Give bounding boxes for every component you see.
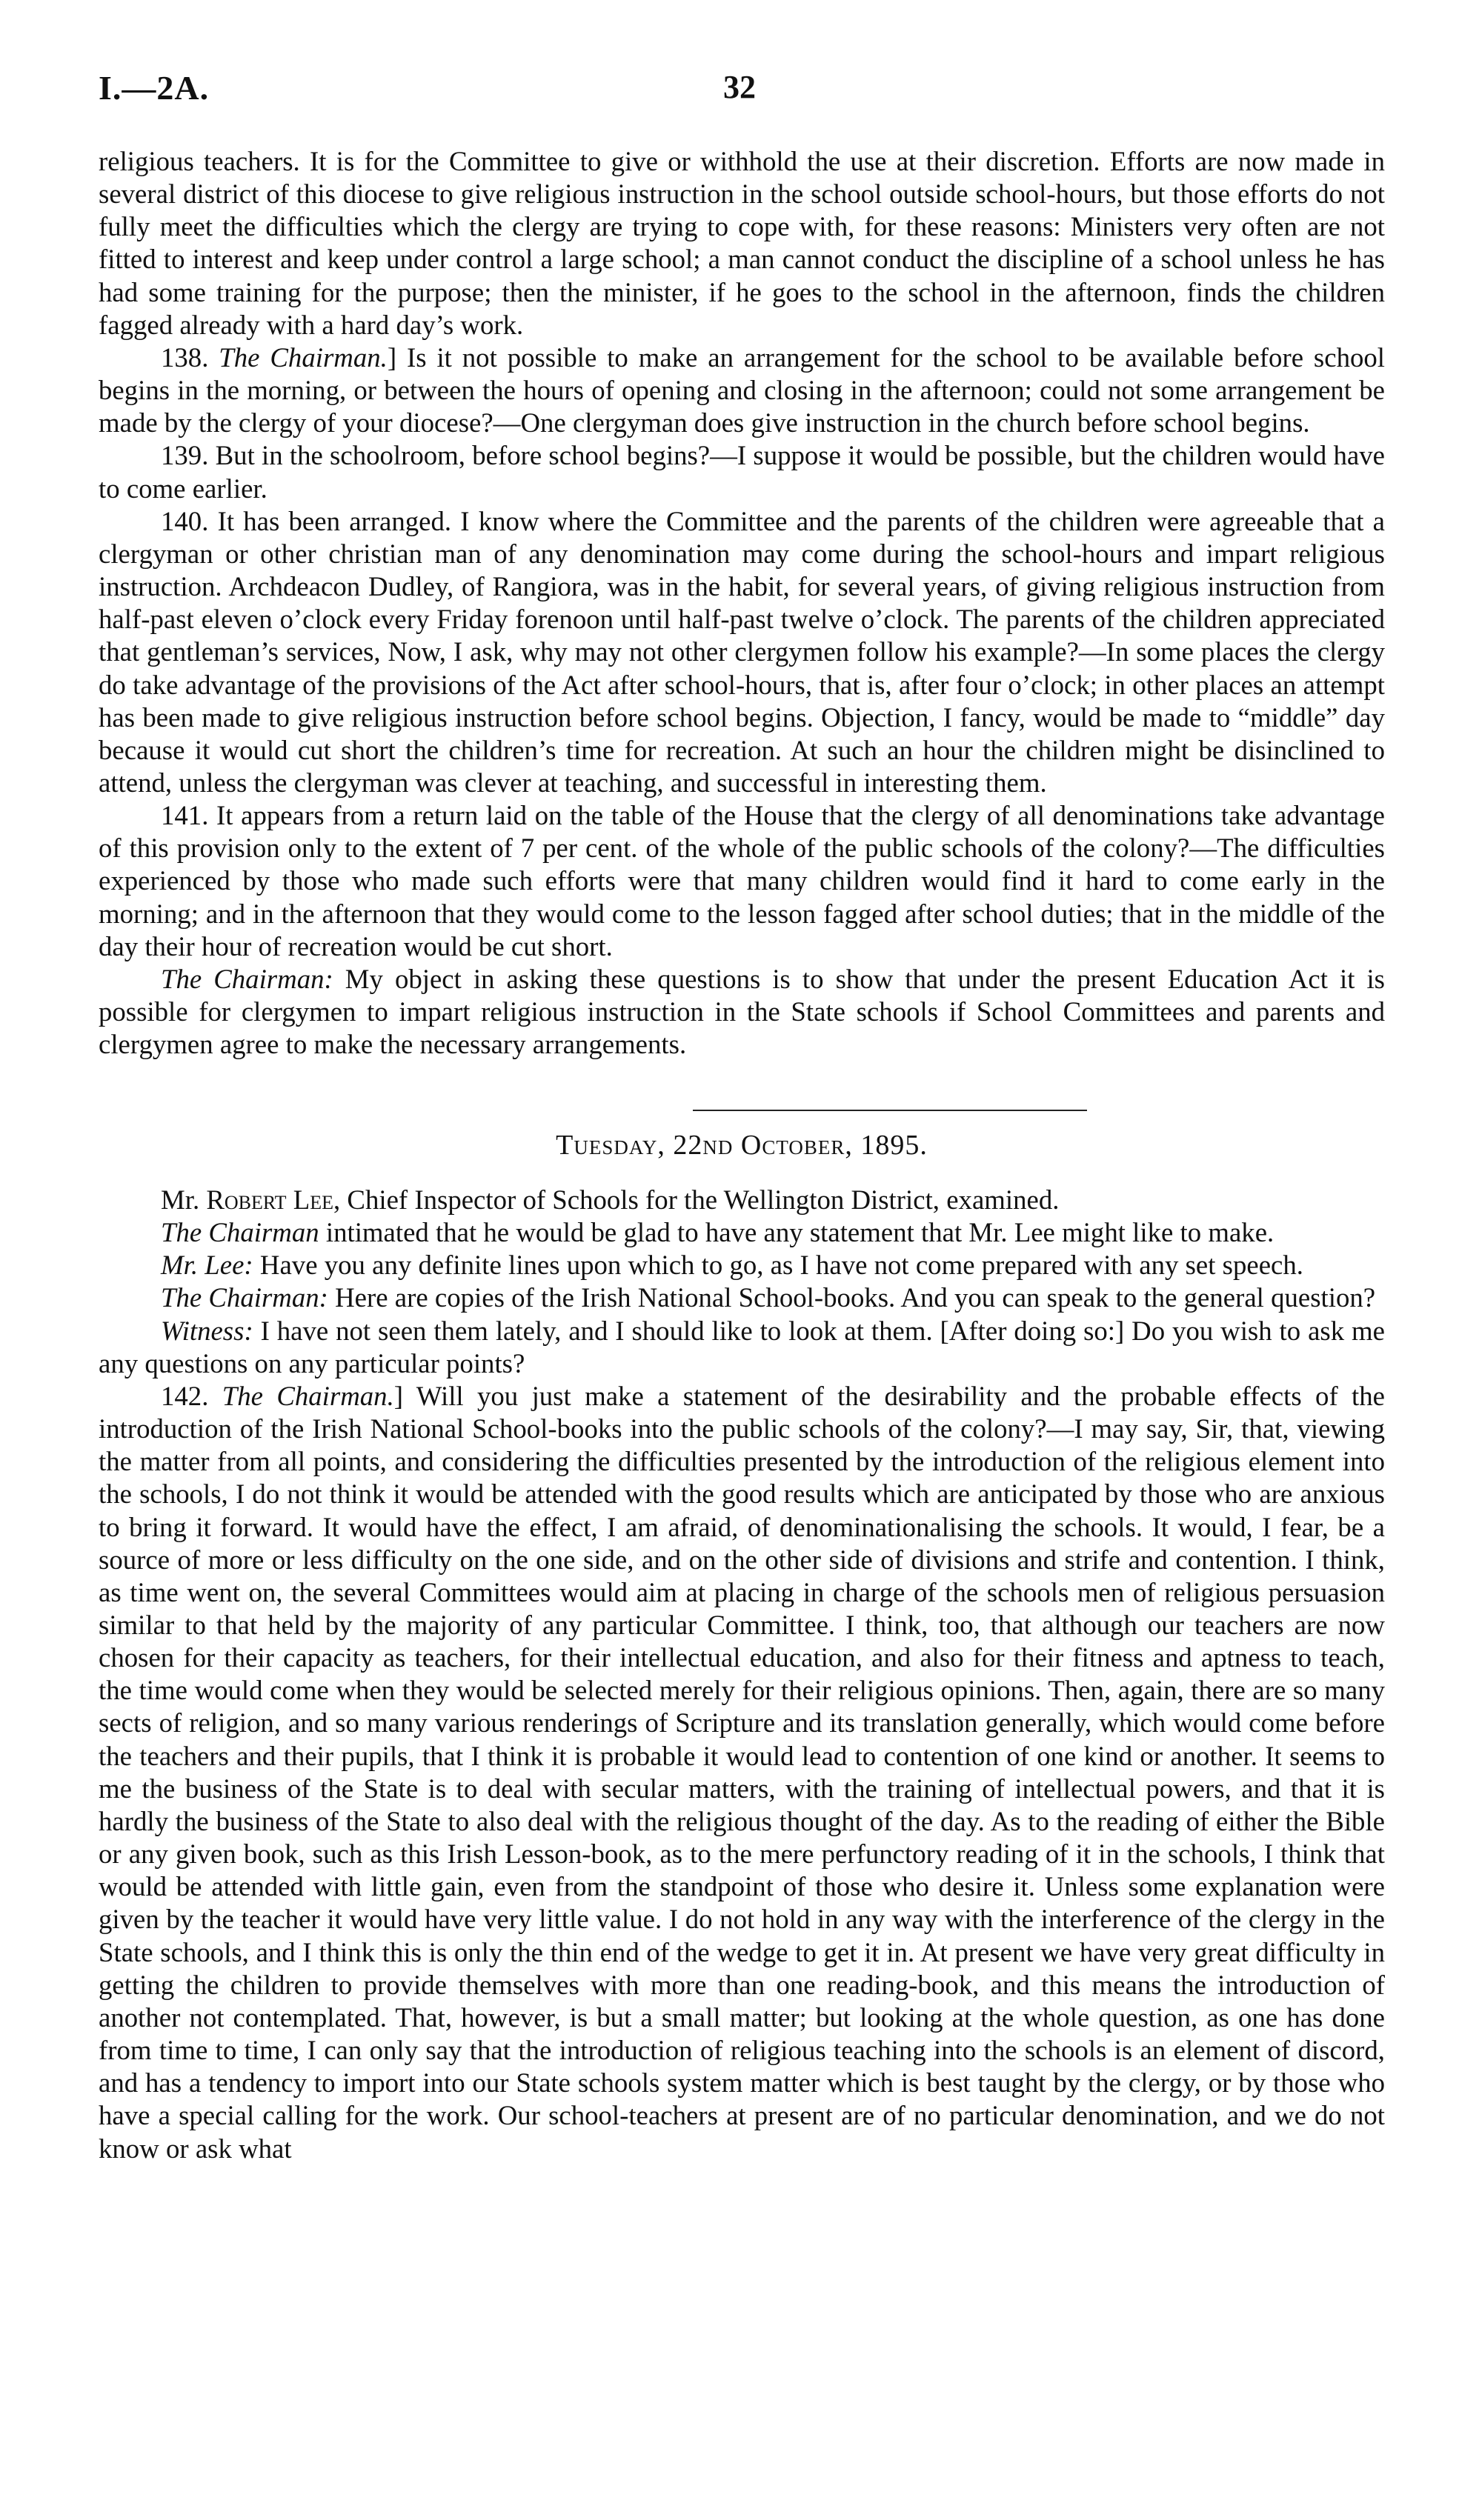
paragraph: [99, 505, 1385, 799]
paragraph: [99, 439, 1385, 504]
page-header: [93, 68, 1386, 113]
text-run: I have not seen them lately, and I should like to look at them. [After doing so:] Do you wish to ask me any questions on any particular points?: [99, 1315, 1385, 1379]
evidence-before: [99, 145, 1385, 1061]
text-run: 139. But in the schoolroom, before school begins?—I suppose it would be possible, but the children would have to come earlier.: [99, 440, 1385, 504]
speaker-label: Witness:: [161, 1315, 253, 1346]
paragraph: [99, 1249, 1385, 1281]
paragraph: [99, 963, 1385, 1061]
text-run: Have you any definite lines upon which to go, as I have not come prepared with any set speech.: [253, 1250, 1303, 1281]
text-run: My object in asking these questions is to show that under the present Education Act it is possible for clergymen to impart religious instruction in the State schools if School Committees and parents and clergymen agree to make the necessary arrangements.: [99, 963, 1385, 1060]
paragraph: [99, 341, 1385, 439]
speaker-label: The Chairman.: [222, 1380, 394, 1411]
body-text: [99, 145, 1385, 2165]
evidence-after: [99, 1216, 1385, 2165]
paragraph: [99, 1315, 1385, 1380]
section-divider: [99, 1061, 1385, 1129]
text-run: ] Is it not possible to make an arrangement for the school to be available before school begins in the morning, or between the hours of opening and closing in the afternoon; could not some arrangement be made by the clergy of your diocese?—One clergyman does give instruction in the church before school begins.: [99, 341, 1385, 439]
text-run: 142.: [161, 1380, 222, 1411]
text-run: Here are copies of the Irish National School-books. And you can speak to the general question?: [328, 1282, 1376, 1313]
speaker-label: The Chairman: [161, 1217, 319, 1248]
paragraph: [99, 1281, 1385, 1314]
date-heading: Tuesday, 22nd October, 1895.: [556, 1130, 928, 1161]
paragraph: [99, 1380, 1385, 2165]
witness-line: Mr. Robert Lee, Chief Inspector of Schools for the Wellington District, examined.: [161, 1184, 1060, 1215]
text-run: 140. It has been arranged. I know where the Committee and the parents of the children were agreeable that a clergyman or other christian man of any denomination may come during the school-hours and impart religious instruction. Archdeacon Dudley, of Rangiora, was in the habit, for several years, of giving religious instruction from half-past eleven o’clock every Friday forenoon until half-past twelve o’clock. The parents of the children appreciated that gentleman’s services, Now, I ask, why may not other clergymen follow his example?—In some places the clergy do take advantage of the provisions of the Act after school-hours, that is, after four o’clock; in other places an attempt has been made to give religious instruction before school begins. Objection, I fancy, would be made to “middle” day because it would cut short the children’s time for recreation. At such an hour the children might be disinclined to attend, unless the clergyman was clever at teaching, and successful in interesting them.: [99, 505, 1385, 798]
paragraph: [99, 1216, 1385, 1249]
paragraph: [99, 799, 1385, 963]
text-run: ] Will you just make a statement of the desirability and the probable effects of the introduction of the Irish National School-books into the public schools of the colony?—I may say, Sir, that, viewing the matter from all points, and considering the difficulties presented by the introduction of the religious element into the schools, I do not think it would be attended with the good results which are anticipated by those who are anxious to bring it forward. It would have the effect, I am afraid, of denominationalising the schools. It would, I fear, be a source of more or less difficulty on the one side, and on the other side of divisions and strife and contention. I think, as time went on, the several Committees would aim at placing in charge of the schools men of religious persuasion similar to that held by the majority of any particular Committee. I think, too, that although our teachers are now chosen for their capacity as teachers, for their intellectual education, and also for their fitness and aptness to teach, the time would come when they would be selected merely for their religious opinions. Then, again, there are so many sects of religion, and so many various renderings of Scripture and its translation generally, which would come before the teachers and their pupils, that I think it is probable it would lead to contention of one kind or another. It seems to me the business of the State is to deal with secular matters, with the training of intellectual powers, and that it is hardly the business of the State to also deal with the religious thought of the day. As to the reading of either the Bible or any given book, such as this Irish Lesson-book, as to the mere perfunctory reading of it in the schools, I think that would be attended with little gain, even from the standpoint of those who desire it. Unless some explanation were given by the teacher it would have very little value. I do not hold in any way with the interference of the clergy in the State schools, and I think this is only the thin end of the wedge to get it in. At present we have very great difficulty in getting the children to provide themselves with more than one reading-book, and this means the introduction of another not contemplated. That, however, is but a small matter; but looking at the whole question, as one has done from time to time, I can only say that the introduction of religious teaching into the schools is an element of discord, and has a tendency to import into our State schools system matter which is best taught by the clergy, or by those who have a special calling for the work. Our school-teachers at present are of no particular denomination, and we do not know or ask what: [99, 1380, 1386, 2164]
text-run: 138.: [161, 341, 219, 373]
text-run: religious teachers. It is for the Committee to give or withhold the use at their discretion. Efforts are now made in several district of this diocese to give religious instruction in the school outside school-hours, but those efforts do not fully meet the difficulties which the clergy are trying to cope with, for these reasons: Ministers very often are not fitted to interest and keep under control a large school; a man cannot conduct the discipline of a school unless he has had some training for the purpose; then the minister, if he goes to the school in the afternoon, finds the children fagged already with a hard day’s work.: [99, 146, 1385, 340]
speaker-label: Mr. Lee:: [161, 1250, 253, 1281]
text-run: 141. It appears from a return laid on the table of the House that the clergy of all denominations take advantage of this provision only to the extent of 7 per cent. of the whole of the public schools of the colony?—The difficulties experienced by those who made such efforts were that many children would find it hard to come early in the morning; and in the afternoon that they would come to the lesson fagged after school duties; that in the middle of the day their hour of recreation would be cut short.: [99, 800, 1385, 961]
divider-rule: [693, 1110, 1087, 1111]
speaker-label: The Chairman:: [161, 963, 333, 994]
witness-name: Robert Lee: [206, 1184, 333, 1215]
paragraph: [99, 145, 1385, 341]
speaker-label: The Chairman.: [219, 341, 388, 373]
paper-reference: I.—2A.: [99, 69, 210, 107]
speaker-label: The Chairman:: [161, 1282, 328, 1313]
text-run: intimated that he would be glad to have any statement that Mr. Lee might like to make.: [319, 1217, 1274, 1248]
page-number: 32: [723, 69, 756, 105]
